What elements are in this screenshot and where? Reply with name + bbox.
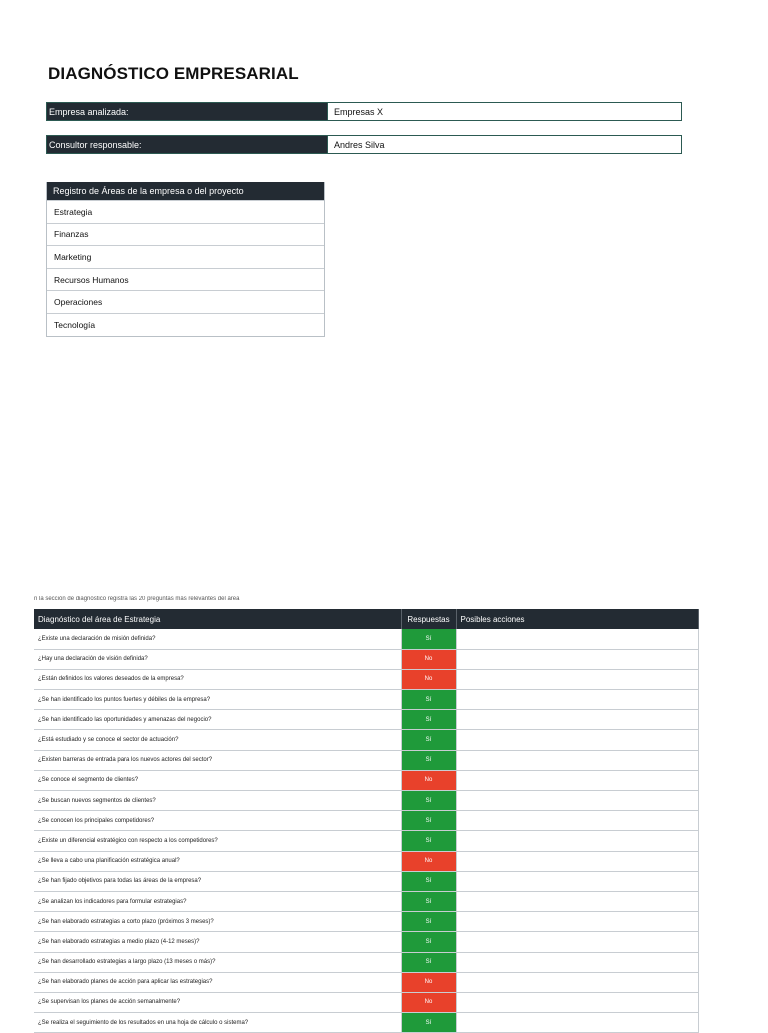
answer-cell[interactable]: Sí: [401, 1013, 456, 1033]
actions-cell[interactable]: [456, 932, 698, 952]
area-item[interactable]: Estrategia: [47, 200, 324, 223]
question-cell: ¿Existen barreras de entrada para los nuevos actores del sector?: [34, 750, 401, 770]
question-cell: ¿Se han elaborado estrategias a corto plazo (próximos 3 meses)?: [34, 912, 401, 932]
actions-cell[interactable]: [456, 851, 698, 871]
actions-column-header: Posibles acciones: [456, 609, 698, 629]
table-row: [34, 811, 698, 831]
question-cell: ¿Se conoce el segmento de clientes?: [34, 770, 401, 790]
actions-cell[interactable]: [456, 811, 698, 831]
actions-cell[interactable]: [456, 770, 698, 790]
table-row: [34, 629, 698, 649]
actions-cell[interactable]: [456, 871, 698, 891]
answer-cell[interactable]: Sí: [401, 710, 456, 730]
table-row: [34, 730, 698, 750]
question-cell: ¿Existe una declaración de misión definida?: [34, 629, 401, 649]
actions-cell[interactable]: [456, 912, 698, 932]
question-cell: ¿Se supervisan los planes de acción semanalmente?: [34, 992, 401, 1012]
page-title: DIAGNÓSTICO EMPRESARIAL: [48, 64, 299, 83]
table-row: [34, 871, 698, 891]
actions-cell[interactable]: [456, 629, 698, 649]
actions-cell[interactable]: [456, 710, 698, 730]
question-column-header: Diagnóstico del área de Estrategia: [34, 609, 401, 629]
diagnostic-header-row: [34, 609, 698, 629]
areas-header: Registro de Áreas de la empresa o del proyecto: [47, 182, 324, 200]
table-row: [34, 750, 698, 770]
table-row: [34, 791, 698, 811]
question-cell: ¿Existe un diferencial estratégico con respecto a los competidores?: [34, 831, 401, 851]
answer-cell[interactable]: Sí: [401, 629, 456, 649]
table-row: [34, 831, 698, 851]
actions-cell[interactable]: [456, 972, 698, 992]
answer-column-header: Respuestas: [401, 609, 456, 629]
actions-cell[interactable]: [456, 690, 698, 710]
table-row: [34, 649, 698, 669]
question-cell: ¿Está estudiado y se conoce el sector de actuación?: [34, 730, 401, 750]
area-item[interactable]: Marketing: [47, 245, 324, 268]
answer-cell[interactable]: No: [401, 649, 456, 669]
actions-cell[interactable]: [456, 831, 698, 851]
answer-cell[interactable]: Sí: [401, 952, 456, 972]
answer-cell[interactable]: Sí: [401, 891, 456, 911]
actions-cell[interactable]: [456, 730, 698, 750]
answer-cell[interactable]: Sí: [401, 791, 456, 811]
area-item[interactable]: Operaciones: [47, 290, 324, 313]
area-item[interactable]: Tecnología: [47, 313, 324, 336]
answer-cell[interactable]: No: [401, 770, 456, 790]
answer-cell[interactable]: Sí: [401, 690, 456, 710]
actions-cell[interactable]: [456, 750, 698, 770]
table-row: [34, 932, 698, 952]
table-row: [34, 952, 698, 972]
question-cell: ¿Hay una declaración de visión definida?: [34, 649, 401, 669]
question-cell: ¿Se analizan los indicadores para formular estrategias?: [34, 891, 401, 911]
areas-table: [46, 182, 325, 337]
answer-cell[interactable]: Sí: [401, 750, 456, 770]
answer-cell[interactable]: No: [401, 669, 456, 689]
actions-cell[interactable]: [456, 649, 698, 669]
consultor-value[interactable]: Andres Silva: [327, 136, 681, 153]
answer-cell[interactable]: Sí: [401, 730, 456, 750]
answer-cell[interactable]: Sí: [401, 871, 456, 891]
area-item[interactable]: Recursos Humanos: [47, 268, 324, 291]
table-row: [34, 891, 698, 911]
table-row: [34, 912, 698, 932]
answer-cell[interactable]: Sí: [401, 831, 456, 851]
table-row: [34, 770, 698, 790]
answer-cell[interactable]: No: [401, 972, 456, 992]
table-row: [34, 710, 698, 730]
diagnostic-table: [34, 609, 699, 1033]
question-cell: ¿Se han identificado las oportunidades y amenazas del negocio?: [34, 710, 401, 730]
answer-cell[interactable]: No: [401, 851, 456, 871]
table-row: [34, 992, 698, 1012]
empresa-value[interactable]: Empresas X: [327, 103, 681, 120]
area-item[interactable]: Finanzas: [47, 223, 324, 246]
table-row: [34, 690, 698, 710]
question-cell: ¿Se buscan nuevos segmentos de clientes?: [34, 791, 401, 811]
answer-cell[interactable]: Sí: [401, 932, 456, 952]
empresa-label: Empresa analizada:: [47, 103, 327, 120]
question-cell: ¿Se han identificado los puntos fuertes y débiles de la empresa?: [34, 690, 401, 710]
table-row: [34, 851, 698, 871]
question-cell: ¿Se lleva a cabo una planificación estratégica anual?: [34, 851, 401, 871]
question-cell: ¿Están definidos los valores deseados de la empresa?: [34, 669, 401, 689]
question-cell: ¿Se han elaborado planes de acción para aplicar las estrategias?: [34, 972, 401, 992]
actions-cell[interactable]: [456, 669, 698, 689]
table-row: [34, 1013, 698, 1033]
answer-cell[interactable]: No: [401, 992, 456, 1012]
question-cell: ¿Se realiza el seguimiento de los resultados en una hoja de cálculo o sistema?: [34, 1013, 401, 1033]
answer-cell[interactable]: Sí: [401, 811, 456, 831]
actions-cell[interactable]: [456, 952, 698, 972]
actions-cell[interactable]: [456, 992, 698, 1012]
question-cell: ¿Se han elaborado estrategias a medio plazo (4-12 meses)?: [34, 932, 401, 952]
actions-cell[interactable]: [456, 791, 698, 811]
answer-cell[interactable]: Sí: [401, 912, 456, 932]
question-cell: ¿Se han fijado objetivos para todas las áreas de la empresa?: [34, 871, 401, 891]
actions-cell[interactable]: [456, 891, 698, 911]
empresa-row: [46, 102, 682, 121]
instruction-note: n la sección de diagnóstico registra las 20 preguntas más relevantes del área: [34, 596, 240, 602]
consultor-row: [46, 135, 682, 154]
question-cell: ¿Se han desarrollado estrategias a largo plazo (13 meses o más)?: [34, 952, 401, 972]
question-cell: ¿Se conocen los principales competidores?: [34, 811, 401, 831]
consultor-label: Consultor responsable:: [47, 136, 327, 153]
table-row: [34, 669, 698, 689]
actions-cell[interactable]: [456, 1013, 698, 1033]
table-row: [34, 972, 698, 992]
